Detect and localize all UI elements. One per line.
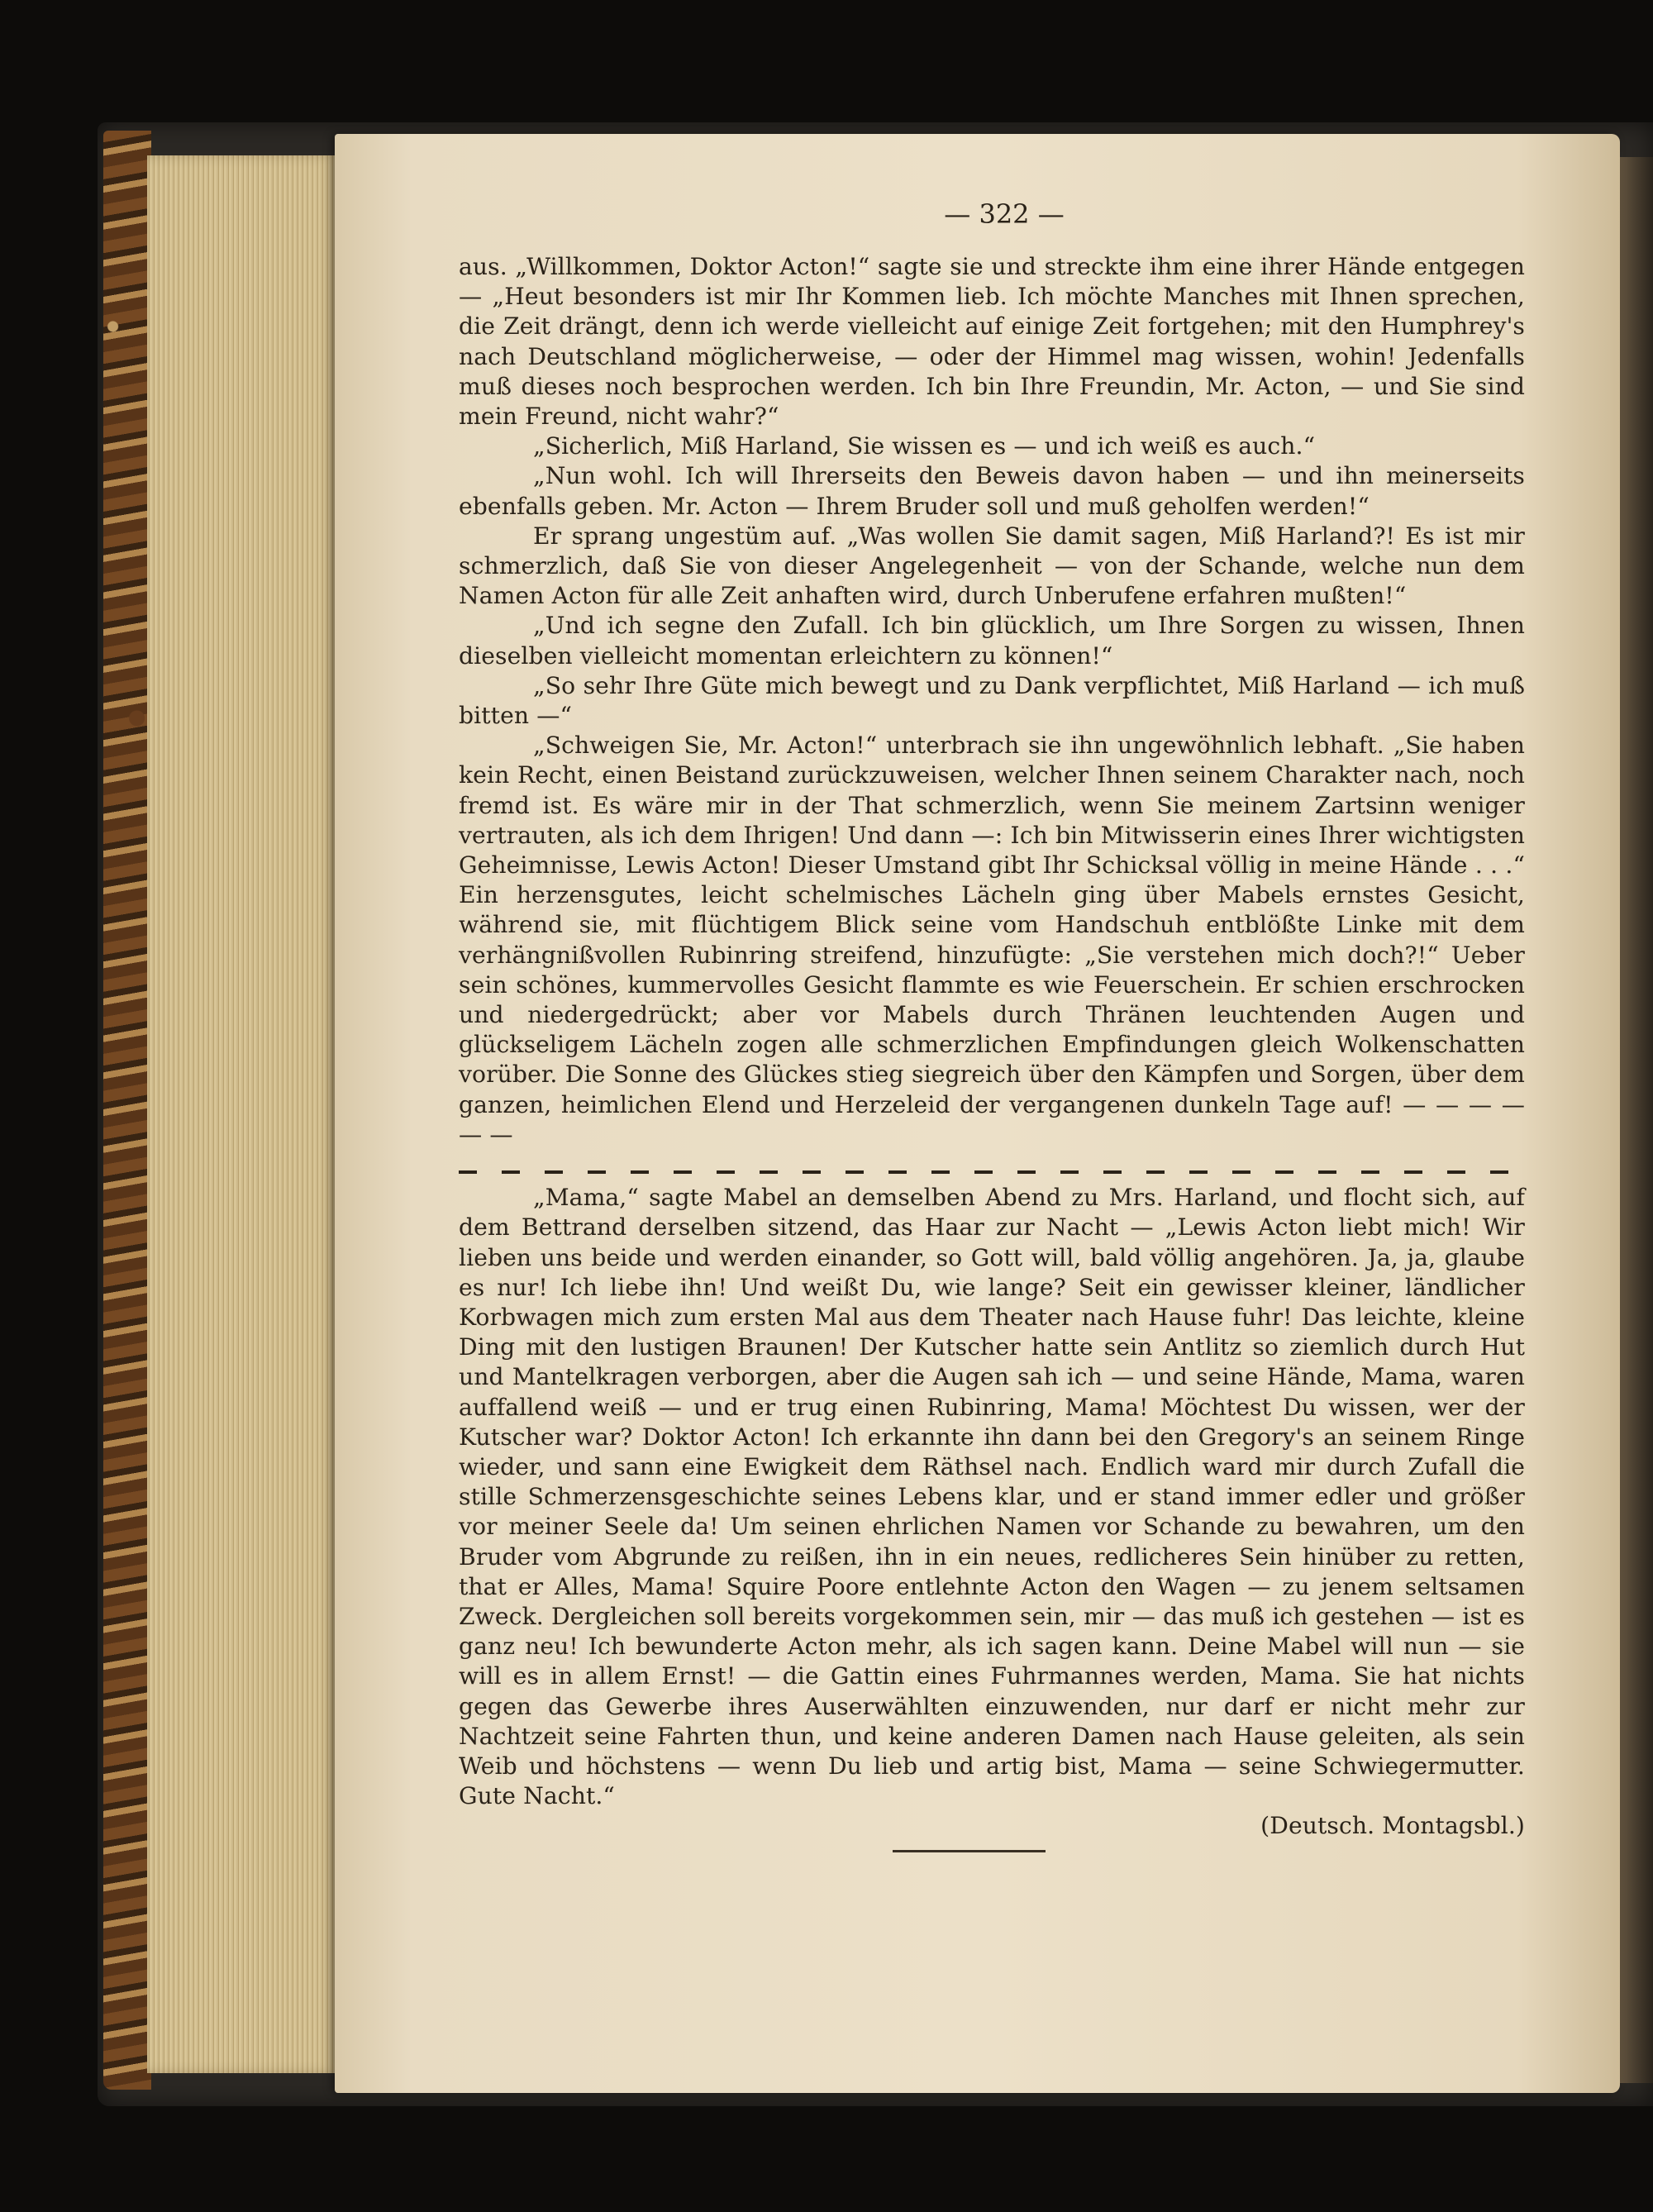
marbled-page-edge (103, 131, 151, 2090)
paragraph-2: „Sicherlich, Miß Harland, Sie wissen es — und ich weiß es auch.“ (533, 432, 1316, 460)
paragraph-5: „Und ich segne den Zufall. Ich bin glücklich, um Ihre Sorgen zu wissen, Ihnen dieselben vielleicht momentan erleichtern zu können!“ (459, 612, 1525, 670)
paragraph-3: „Nun wohl. Ich will Ihrerseits den Beweis davon haben — und ihn meinerseits ebenfalls geben. Mr. Acton — Ihrem Bruder soll und muß geholfen werden!“ (459, 462, 1525, 520)
section-break-spacer (459, 1150, 1525, 1183)
source-attribution: (Deutsch. Montagsbl.) (1260, 1812, 1525, 1840)
section-dash-divider (459, 1170, 1525, 1174)
attribution-line (459, 1811, 1525, 1841)
page-number: — 322 — (944, 198, 1065, 230)
end-rule (893, 1850, 1046, 1852)
paragraph-7: „Schweigen Sie, Mr. Acton!“ unterbrach sie ihn ungewöhnlich lebhaft. „Sie haben kein Recht, einen Beistand zurückzuweisen, welcher Ihnen seinem Charakter nach, noch fremd ist. Es wäre mir in der That schmerzlich, wenn Sie meinem Zartsinn weniger vertrauten, als ich dem Ihrigen! Und dann —: Ich bin Mitwisserin eines Ihrer wichtigsten Geheimnisse, Lewis Acton! Dieser Umstand gibt Ihr Schicksal völlig in meine Hände . . .“ Ein herzensgutes, leicht schelmisches Lächeln ging über Mabels ernstes Gesicht, während sie, mit flüchtigem Blick seine vom Handschuh entblößte Linke mit dem verhängnißvollen Rubinring streifend, hinzufügte: „Sie verstehen mich doch?!“ Ueber sein schönes, kummervolles Gesicht flammte es wie Feuerschein. Er schien erschrocken und niedergedrückt; aber vor Mabels durch Thränen leuchtenden Augen und glückseligem Lächeln zogen alle schmerzlichen Empfindungen gleich Wolkenschatten vorüber. Die Sonne des Glückes stieg siegreich über den Kämpfen und Sorgen, über dem ganzen, heimlichen Elend und Herzeleid der vergangenen dunkeln Tage auf! — — — — — — (459, 732, 1525, 1148)
paragraph-1: aus. „Willkommen, Doktor Acton!“ sagte sie und streckte ihm eine ihrer Hände entgegen — „Heut besonders ist mir Ihr Kommen lieb. Ich möchte Manches mit Ihnen sprechen, die Zeit drängt, denn ich werde vielleicht auf einige Zeit fortgehen; mit den Humphrey's nach Deutschland möglicherweise, — oder der Himmel mag wissen, wohin! Jedenfalls muß dieses noch besprochen werden. Ich bin Ihre Freundin, Mr. Acton, — und Sie sind mein Freund, nicht wahr?“ (459, 253, 1525, 431)
page-stack (147, 155, 337, 2073)
paragraph-6: „So sehr Ihre Güte mich bewegt und zu Dank verpflichtet, Miß Harland — ich muß bitten —“ (459, 671, 1525, 730)
page-body (459, 252, 1525, 1841)
facing-page-edge (1616, 157, 1653, 2083)
paragraph-8: „Mama,“ sagte Mabel an demselben Abend zu Mrs. Harland, und flocht sich, auf dem Bettrand derselben sitzend, das Haar zur Nacht — „Lewis Acton liebt mich! Wir lieben uns beide und werden einander, so Gott will, bald völlig angehören. Ja, ja, glaube es nur! Ich liebe ihn! Und weißt Du, wie lange? Seit ein gewisser kleiner, ländlicher Korbwagen mich zum ersten Mal aus dem Theater nach Hause fuhr! Das leichte, kleine Ding mit den lustigen Braunen! Der Kutscher hatte sein Antlitz so ziemlich durch Hut und Mantelkragen verborgen, aber die Augen sah ich — und seine Hände, Mama, waren auffallend weiß — und er trug einen Rubinring, Mama! Möchtest Du wissen, wer der Kutscher war? Doktor Acton! Ich erkannte ihn dann bei den Gregory's an seinem Ringe wieder, und sann eine Ewigkeit dem Räthsel nach. Endlich ward mir durch Zufall die stille Schmerzensgeschichte seines Lebens klar, und er stand immer edler und größer vor meiner Seele da! Um seinen ehrlichen Namen vor Schande zu bewahren, um den Bruder vom Abgrunde zu reißen, ihn in ein neues, redlicheres Sein hinüber zu retten, that er Alles, Mama! Squire Poore entlehnte Acton den Wagen — zu jenem seltsamen Zweck. Dergleichen soll bereits vorgekommen sein, mir — das muß ich gestehen — ist es ganz neu! Ich bewunderte Acton mehr, als ich sagen kann. Deine Mabel will nun — sie will es in allem Ernst! — die Gattin eines Fuhrmannes werden, Mama. Sie hat nichts gegen das Gewerbe ihres Auserwählten einzuwenden, nur darf er nicht mehr zur Nachtzeit seine Fahrten thun, und keine anderen Damen nach Hause geleiten, als sein Weib und höchstens — wenn Du lieb und artig bist, Mama — seine Schwiegermutter. Gute Nacht.“ (459, 1184, 1525, 1810)
paragraph-4: Er sprang ungestüm auf. „Was wollen Sie damit sagen, Miß Harland?! Es ist mir schmerzlich, daß Sie von dieser Angelegenheit — von der Schande, welche nun dem Namen Acton für alle Zeit anhaften wird, durch Unberufene erfahren mußten!“ (459, 522, 1525, 610)
